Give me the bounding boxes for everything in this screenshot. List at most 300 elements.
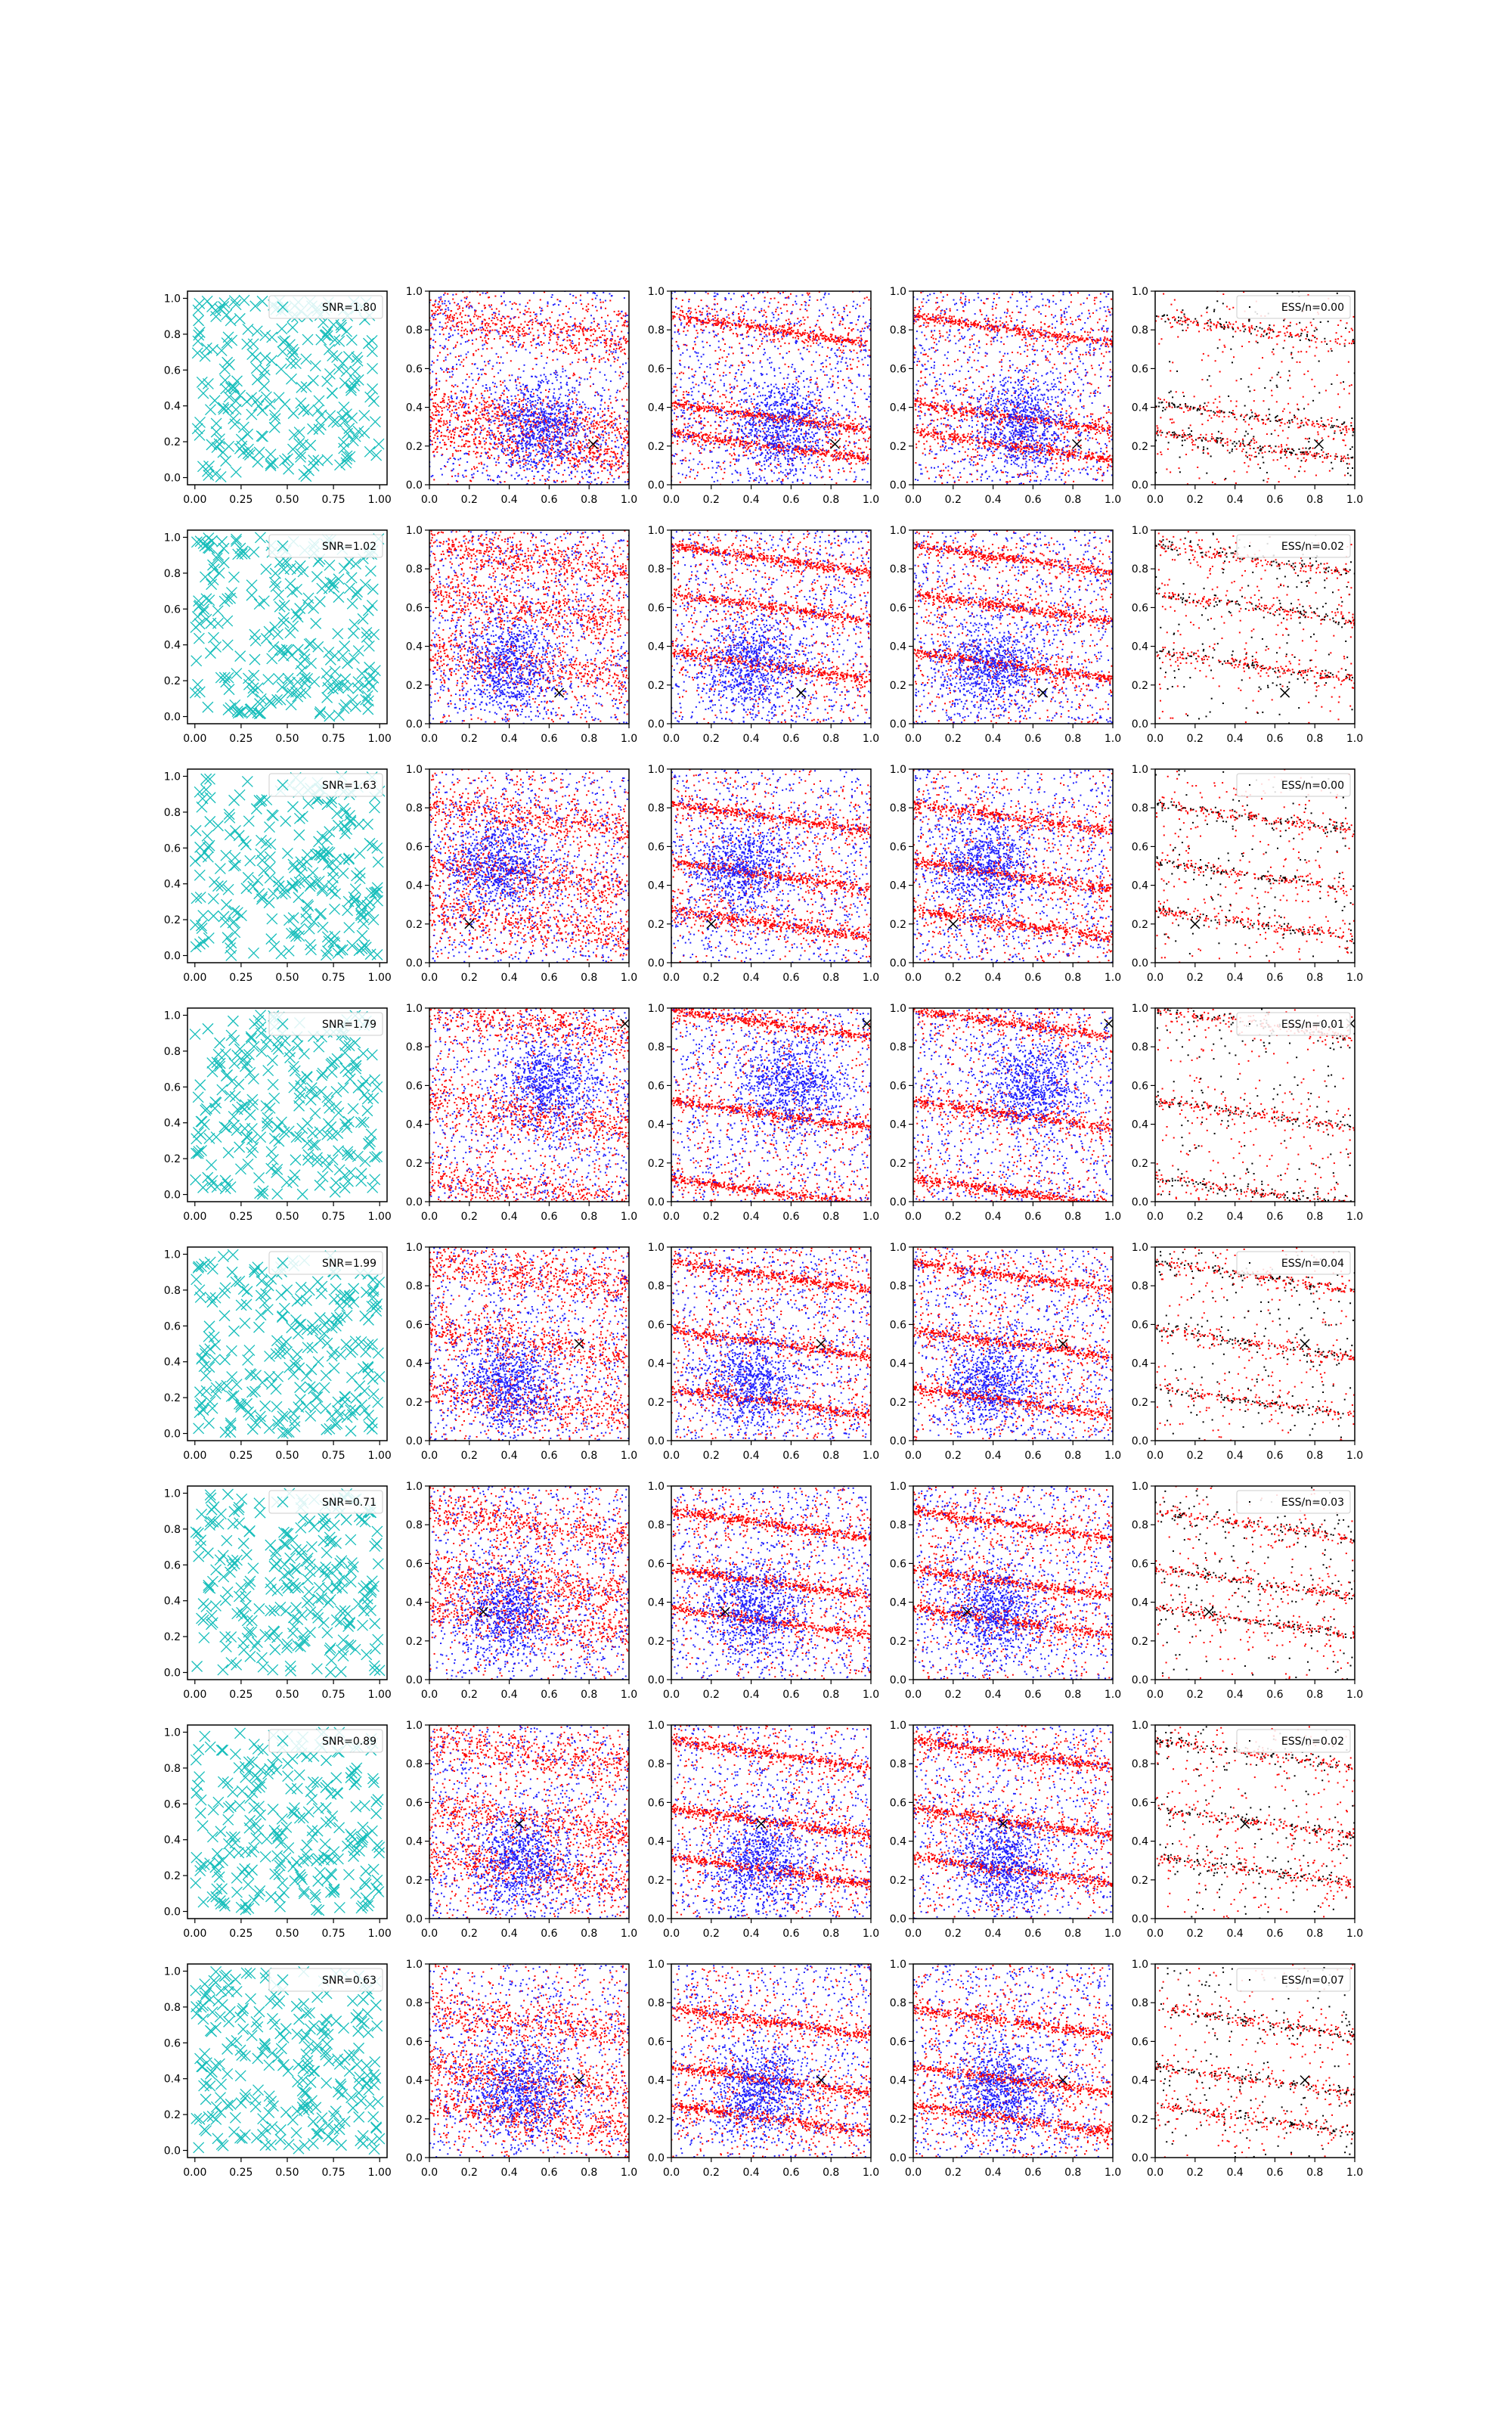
sample-point: [558, 449, 559, 451]
sample-point: [524, 409, 525, 411]
sample-point: [545, 376, 547, 377]
sample-point: [569, 444, 570, 445]
sample-point: [725, 396, 727, 398]
sample-point: [485, 409, 486, 411]
sample-point: [719, 417, 720, 418]
sample-point: [447, 429, 448, 430]
sample-point: [457, 427, 458, 429]
design-point: [246, 392, 257, 403]
sample-point: [581, 377, 582, 379]
sample-point: [793, 325, 795, 327]
sample-point: [835, 335, 836, 337]
sample-point: [604, 425, 606, 427]
sample-point: [862, 431, 863, 433]
sample-point: [733, 444, 734, 445]
sample-point: [609, 299, 611, 301]
sample-point: [567, 425, 569, 427]
sample-point: [578, 440, 579, 442]
design-point: [322, 455, 333, 465]
sample-point: [577, 326, 578, 327]
y-tick-label: 0.0: [164, 473, 181, 485]
sample-point: [729, 318, 730, 319]
sample-point: [825, 336, 826, 337]
sample-point: [448, 399, 450, 400]
sample-point: [472, 355, 474, 356]
sample-point: [511, 308, 513, 309]
sample-point: [600, 342, 602, 343]
sample-point: [807, 333, 808, 334]
design-point: [302, 334, 313, 345]
sample-point: [607, 424, 609, 425]
design-point: [314, 424, 324, 435]
sample-point: [574, 389, 575, 391]
sample-point: [497, 356, 499, 358]
sample-point: [611, 469, 612, 470]
sample-point: [525, 335, 526, 337]
sample-point: [747, 410, 748, 411]
sample-point: [575, 318, 576, 320]
sample-point: [556, 415, 558, 417]
sample-point: [444, 346, 445, 347]
sample-point: [565, 434, 566, 436]
sample-point: [562, 352, 564, 354]
sample-point: [509, 322, 510, 324]
sample-point: [494, 386, 495, 387]
sample-point: [570, 342, 572, 343]
sample-point: [818, 337, 820, 338]
sample-point: [572, 419, 574, 420]
sample-point: [470, 480, 472, 482]
sample-point: [510, 404, 512, 405]
sample-point: [450, 445, 451, 446]
sample-point: [860, 343, 862, 345]
sample-point: [532, 413, 534, 414]
sample-point: [451, 414, 452, 415]
sample-point: [549, 337, 550, 338]
snr-legend-label: SNR=1.80: [322, 302, 376, 314]
sample-point: [596, 337, 598, 339]
sample-point: [719, 322, 720, 324]
sample-point: [503, 300, 505, 302]
sample-point: [687, 316, 689, 318]
sample-point: [680, 433, 682, 435]
sample-point: [506, 335, 507, 337]
sample-point: [452, 455, 454, 457]
sample-point: [599, 355, 600, 357]
sample-point: [568, 407, 569, 408]
sample-point: [498, 425, 500, 427]
sample-point: [523, 399, 525, 400]
sample-point: [541, 411, 543, 412]
sample-point: [512, 408, 513, 409]
sample-point: [537, 414, 538, 415]
sample-point: [473, 439, 475, 440]
sample-point: [527, 409, 528, 411]
sample-point: [511, 454, 513, 455]
sample-point: [437, 355, 438, 357]
sample-point: [541, 461, 542, 462]
sample-point: [839, 446, 841, 448]
sample-point: [797, 333, 798, 334]
sample-point: [461, 327, 463, 328]
sample-point: [621, 453, 622, 455]
sample-point: [540, 408, 541, 409]
sample-point: [572, 387, 573, 389]
sample-point: [473, 473, 475, 475]
sample-point: [544, 420, 545, 422]
sample-point: [550, 340, 551, 341]
sample-point: [528, 455, 529, 456]
sample-point: [514, 341, 516, 343]
sample-point: [530, 394, 531, 396]
sample-point: [587, 408, 589, 409]
sample-point: [613, 478, 615, 479]
sample-point: [549, 317, 550, 318]
sample-point: [581, 446, 582, 448]
sample-point: [767, 324, 768, 325]
sample-point: [518, 401, 519, 402]
sample-point: [549, 433, 550, 435]
sample-point: [729, 453, 730, 455]
sample-point: [830, 336, 832, 337]
sample-point: [439, 442, 441, 443]
sample-point: [792, 417, 794, 419]
design-point: [367, 363, 378, 374]
sample-point: [626, 383, 627, 384]
sample-point: [533, 425, 534, 427]
sample-point: [612, 456, 614, 458]
sample-point: [512, 457, 513, 458]
sample-point: [692, 317, 694, 318]
sample-point: [486, 406, 488, 408]
sample-point: [469, 376, 470, 377]
sample-point: [817, 456, 819, 458]
sample-point: [488, 323, 489, 324]
sample-point: [604, 451, 606, 452]
sample-point: [511, 464, 513, 466]
sample-point: [530, 402, 531, 404]
sample-point: [550, 326, 552, 327]
sample-point: [516, 387, 517, 389]
sample-point: [533, 393, 534, 395]
sample-point: [606, 482, 608, 483]
sample-point: [445, 338, 447, 340]
sample-point: [818, 424, 820, 425]
sample-point: [553, 397, 554, 399]
design-point: [231, 376, 242, 386]
sample-point: [515, 398, 516, 399]
sample-point: [520, 386, 522, 387]
sample-point: [541, 412, 543, 414]
sample-point: [536, 454, 538, 455]
sample-point: [549, 436, 550, 437]
sample-point: [496, 330, 497, 331]
sample-point: [721, 406, 723, 408]
sample-point: [522, 328, 523, 330]
sample-point: [430, 399, 432, 400]
sample-point: [695, 337, 696, 339]
sample-point: [514, 478, 516, 479]
sample-point: [559, 394, 561, 396]
sample-point: [548, 451, 550, 453]
sample-point: [799, 333, 801, 334]
sample-point: [626, 418, 627, 420]
sample-point: [587, 460, 589, 461]
sample-point: [516, 455, 517, 456]
sample-point: [445, 370, 447, 371]
sample-point: [474, 364, 476, 365]
sample-point: [593, 456, 595, 458]
sample-point: [728, 413, 730, 414]
subplot-r0-c1: [406, 275, 637, 506]
sample-point: [436, 389, 438, 390]
sample-point: [487, 343, 488, 344]
sample-point: [533, 405, 534, 407]
sample-point: [554, 422, 556, 424]
sample-point: [686, 433, 687, 435]
sample-point: [505, 455, 507, 456]
sample-point: [457, 396, 458, 398]
sample-point: [579, 406, 581, 408]
y-tick-label: 0.8: [406, 324, 423, 337]
sample-point: [510, 301, 511, 302]
sample-point: [551, 458, 553, 459]
sample-point: [576, 380, 578, 381]
sample-point: [581, 427, 582, 428]
sample-point: [756, 441, 758, 442]
design-point: [286, 358, 296, 368]
sample-point: [466, 357, 467, 358]
sample-point: [440, 368, 442, 369]
sample-point: [808, 351, 810, 352]
sample-point: [609, 432, 610, 433]
sample-point: [510, 329, 511, 330]
sample-point: [507, 433, 509, 435]
sample-point: [518, 346, 519, 348]
sample-point: [482, 408, 483, 410]
sample-point: [460, 300, 462, 302]
sample-point: [488, 417, 490, 419]
sample-point: [606, 379, 607, 380]
sample-point: [463, 333, 465, 334]
sample-point: [513, 345, 514, 346]
sample-point: [600, 337, 602, 338]
sample-point: [572, 458, 574, 459]
sample-point: [773, 327, 774, 329]
sample-point: [585, 433, 587, 434]
sample-point: [717, 411, 719, 413]
sample-point: [857, 342, 859, 343]
sample-point: [437, 436, 438, 437]
sample-point: [463, 359, 464, 361]
sample-point: [510, 420, 512, 421]
sample-point: [497, 331, 498, 333]
design-point: [231, 396, 241, 406]
sample-point: [527, 302, 528, 304]
sample-point: [490, 479, 491, 480]
sample-point: [738, 323, 739, 324]
sample-point: [612, 335, 613, 337]
sample-point: [761, 310, 762, 312]
sample-point: [485, 384, 487, 386]
sample-point: [571, 346, 572, 348]
sample-point: [438, 414, 439, 415]
sample-point: [761, 330, 762, 332]
sample-point: [600, 454, 601, 455]
sample-point: [840, 426, 841, 427]
sample-point: [584, 328, 586, 330]
sample-point: [733, 320, 735, 321]
sample-point: [610, 467, 612, 468]
sample-point: [539, 414, 541, 415]
sample-point: [561, 463, 562, 464]
sample-point: [433, 437, 435, 439]
sample-point: [770, 339, 771, 340]
sample-point: [625, 386, 627, 387]
sample-point: [857, 458, 859, 459]
sample-point: [537, 402, 538, 404]
sample-point: [724, 319, 726, 321]
sample-point: [475, 429, 476, 430]
sample-point: [598, 477, 600, 479]
sample-point: [683, 408, 685, 409]
sample-point: [510, 466, 512, 467]
sample-point: [765, 334, 767, 336]
sample-point: [545, 396, 547, 398]
sample-point: [523, 440, 525, 442]
sample-point: [605, 300, 606, 302]
sample-point: [553, 408, 554, 410]
sample-point: [713, 440, 714, 442]
sample-point: [740, 411, 742, 412]
sample-point: [503, 380, 505, 382]
sample-point: [435, 424, 437, 425]
sample-point: [530, 396, 531, 397]
sample-point: [730, 329, 732, 330]
sample-point: [843, 455, 844, 457]
sample-point: [448, 432, 450, 433]
sample-point: [516, 415, 517, 417]
sample-point: [494, 323, 496, 324]
sample-point: [691, 427, 692, 428]
sample-point: [513, 441, 515, 442]
sample-point: [574, 459, 575, 461]
sample-point: [725, 322, 727, 324]
sample-point: [519, 440, 520, 442]
sample-point: [560, 493, 562, 495]
sample-point: [543, 431, 544, 433]
sample-point: [528, 452, 530, 454]
sample-point: [600, 436, 601, 438]
sample-point: [569, 335, 571, 337]
sample-point: [615, 350, 616, 352]
sample-point: [511, 402, 513, 404]
sample-point: [779, 445, 781, 446]
sample-point: [683, 318, 685, 320]
sample-point: [609, 456, 611, 458]
sample-point: [615, 352, 617, 353]
design-point: [253, 457, 263, 467]
sample-point: [458, 445, 460, 447]
sample-point: [863, 458, 865, 460]
sample-point: [457, 329, 459, 330]
sample-point: [518, 420, 519, 421]
sample-point: [719, 444, 720, 445]
sample-point: [507, 402, 508, 404]
sample-point: [467, 433, 469, 434]
sample-point: [620, 427, 621, 429]
sample-point: [841, 452, 842, 454]
design-point: [280, 399, 290, 409]
sample-point: [488, 479, 489, 480]
design-point: [231, 404, 241, 414]
sample-point: [504, 386, 506, 387]
sample-point: [705, 321, 707, 323]
sample-point: [445, 315, 446, 316]
sample-point: [730, 327, 731, 328]
sample-point: [485, 323, 486, 324]
sample-point: [618, 464, 620, 466]
sample-point: [519, 456, 520, 458]
sample-point: [566, 330, 568, 332]
sample-point: [541, 409, 542, 411]
sample-point: [556, 337, 558, 338]
sample-point: [568, 377, 569, 379]
sample-point: [476, 467, 478, 468]
sample-point: [571, 435, 572, 436]
sample-point: [587, 330, 588, 332]
sample-point: [683, 435, 684, 436]
sample-point: [598, 324, 600, 325]
sample-point: [467, 426, 469, 427]
sample-point: [439, 299, 441, 300]
sample-point: [482, 321, 483, 322]
sample-point: [730, 432, 731, 433]
sample-point: [578, 344, 580, 346]
sample-point: [579, 323, 581, 324]
sample-point: [478, 374, 479, 375]
sample-point: [851, 343, 853, 345]
sample-point: [600, 427, 602, 428]
sample-point: [799, 453, 801, 455]
sample-point: [579, 377, 581, 378]
sample-point: [553, 432, 555, 433]
sample-point: [470, 390, 472, 392]
sample-point: [461, 330, 463, 331]
sample-point: [569, 463, 571, 464]
design-point: [327, 350, 338, 361]
sample-point: [747, 436, 748, 438]
sample-point: [537, 427, 538, 428]
sample-point: [445, 327, 447, 329]
sample-point: [621, 311, 622, 312]
sample-point: [579, 441, 581, 442]
sample-point: [534, 455, 536, 457]
sample-point: [533, 435, 534, 436]
sample-point: [562, 417, 564, 419]
sample-point: [502, 332, 503, 334]
sample-point: [435, 394, 437, 396]
marks: [192, 295, 384, 482]
sample-point: [440, 312, 442, 314]
sample-point: [514, 346, 516, 348]
sample-point: [574, 345, 575, 346]
sample-point: [752, 412, 754, 414]
sample-point: [488, 407, 490, 408]
sample-point: [548, 380, 550, 382]
sample-point: [432, 346, 434, 348]
sample-point: [558, 337, 559, 338]
